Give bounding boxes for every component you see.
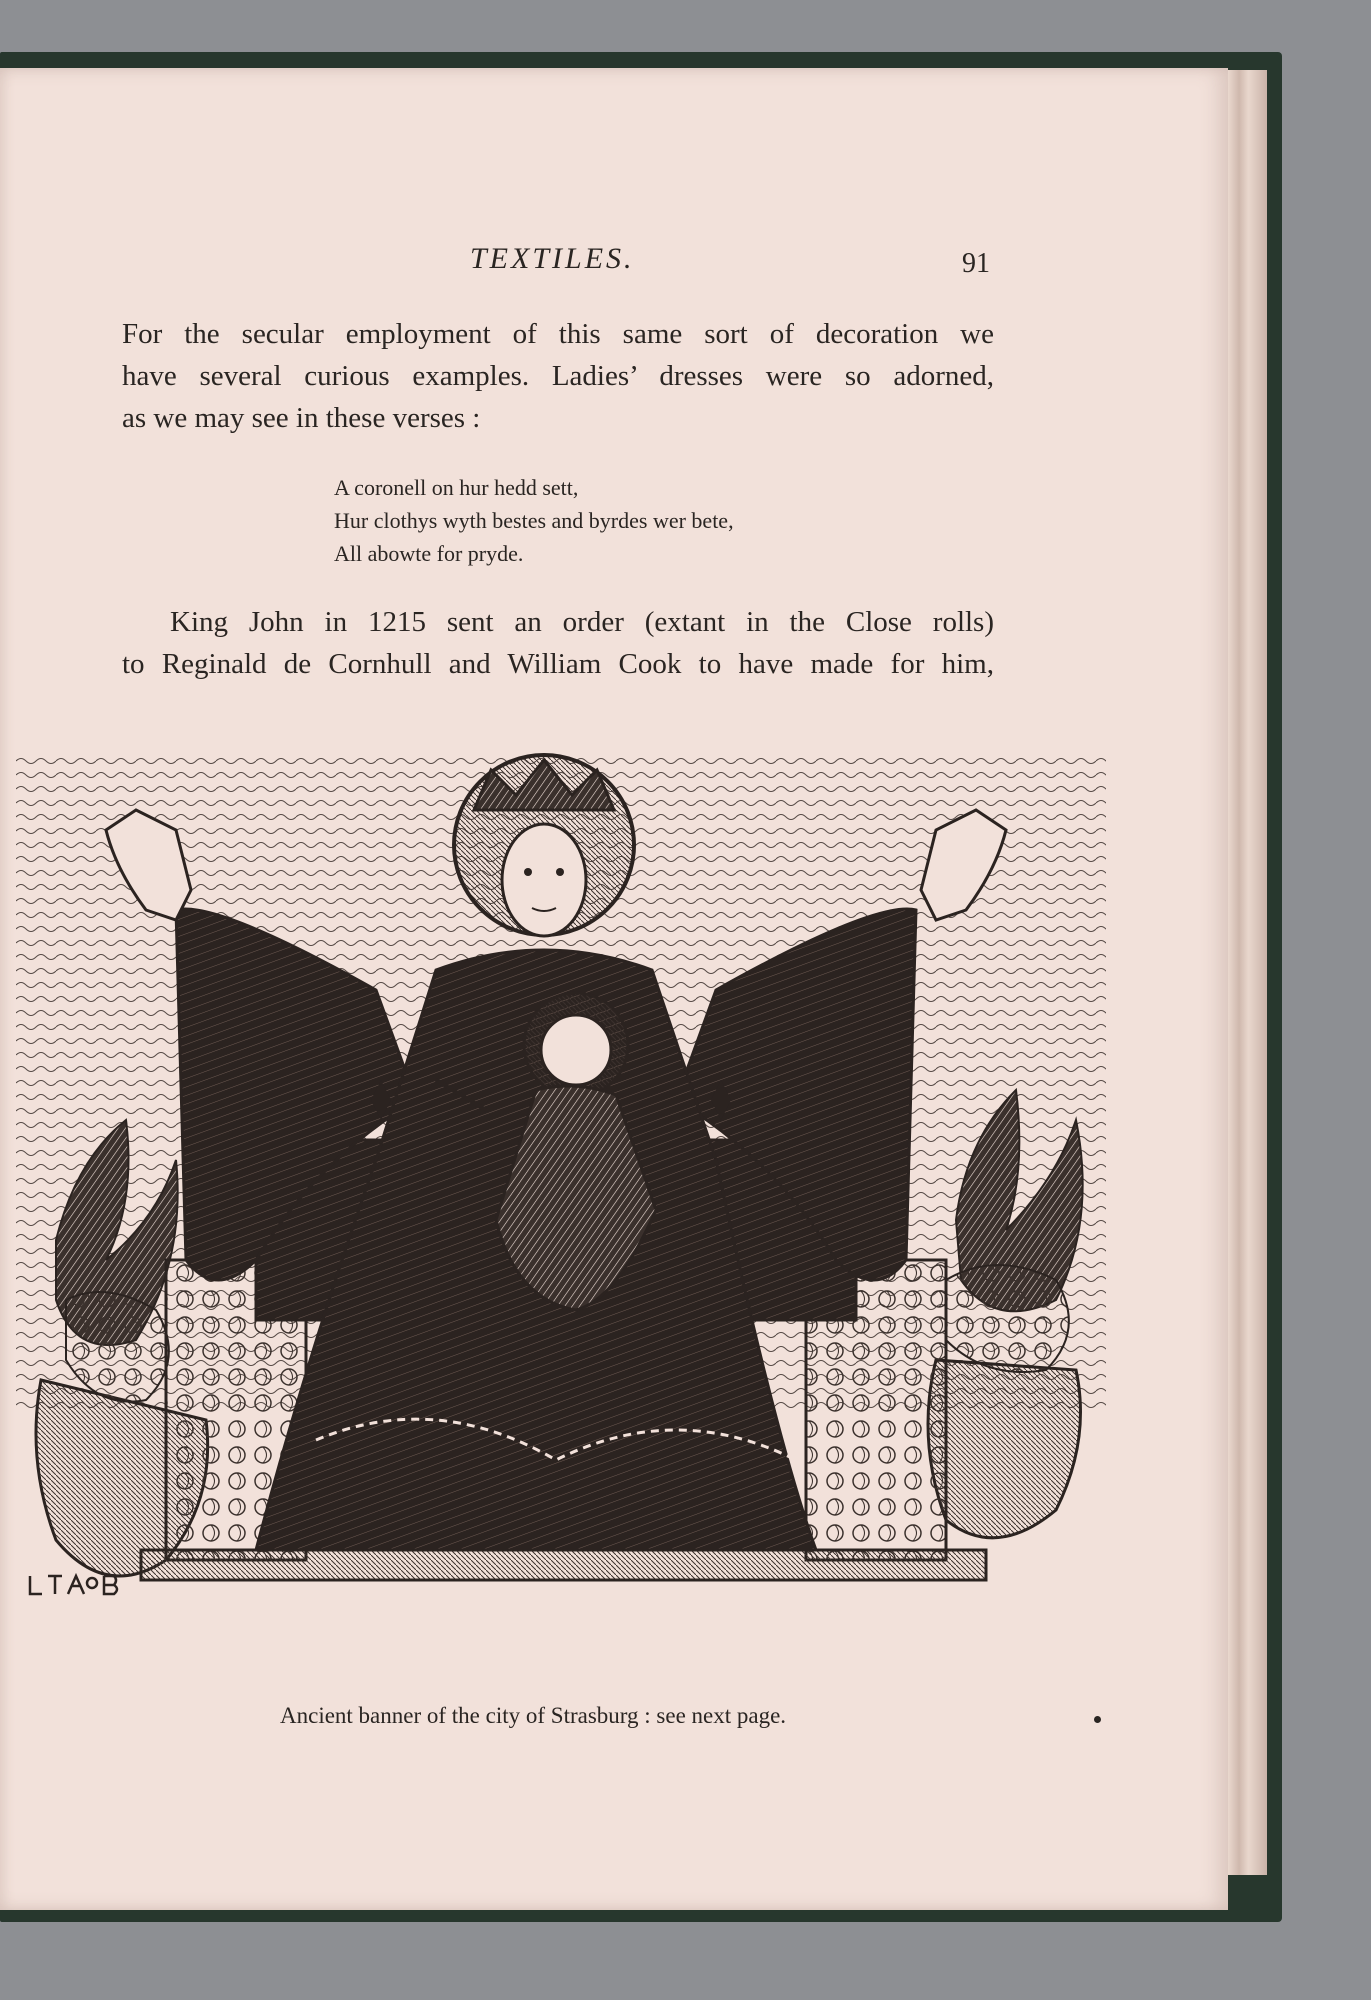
woodcut-illustration [16, 740, 1106, 1680]
paragraph-2 [122, 601, 994, 685]
madonna-face [502, 824, 586, 936]
paragraph-line: as we may see in these verses : [122, 402, 481, 434]
running-head: TEXTILES. [470, 242, 635, 275]
verse-quotation [334, 471, 734, 570]
engraver-signature [30, 1576, 117, 1594]
paragraph-line: to Reginald de Cornhull and William Cook to have made for him, [122, 648, 994, 680]
throne-base [141, 1550, 986, 1580]
verse-line: A coronell on hur hedd sett, [334, 475, 579, 500]
paragraph-1 [122, 313, 994, 439]
page-number: 91 [962, 248, 990, 279]
verse-line: All abowte for pryde. [334, 541, 524, 566]
paragraph-line: King John in 1215 sent an order (extant in the Close rolls) [170, 606, 994, 638]
ink-speck [1094, 1716, 1101, 1723]
paragraph-line: have several curious examples. Ladies’ dresses were so adorned, [122, 360, 994, 392]
verse-line: Hur clothys wyth bestes and byrdes wer bete, [334, 508, 734, 533]
figure-caption: Ancient banner of the city of Strasburg : see next page. [280, 1703, 787, 1728]
paragraph-line: For the secular employment of this same sort of decoration we [122, 318, 994, 350]
